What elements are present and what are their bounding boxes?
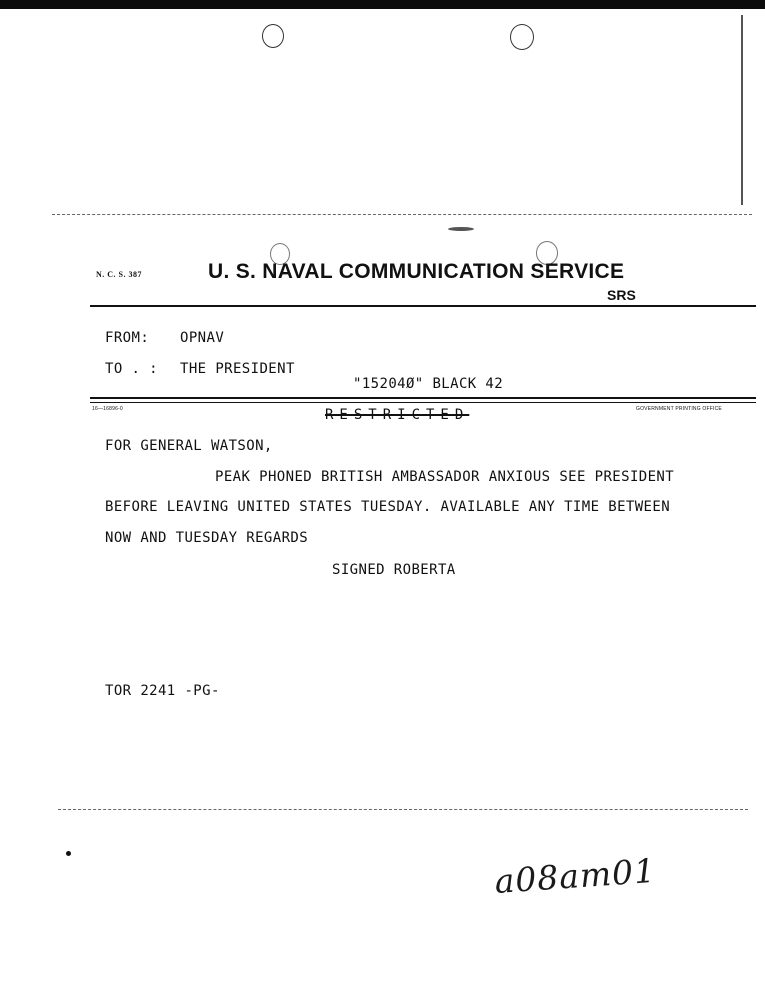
form-number: N. C. S. 387 — [96, 270, 143, 279]
punch-hole-top-right — [510, 24, 534, 50]
salutation: FOR GENERAL WATSON, — [105, 438, 273, 454]
punch-hole-top-left — [262, 24, 284, 48]
body-line-2: BEFORE LEAVING UNITED STATES TUESDAY. AVAILABLE ANY TIME BETWEEN — [105, 499, 671, 515]
scan-right-edge — [741, 15, 743, 205]
header-rule — [90, 305, 756, 307]
to-value: THE PRESIDENT — [180, 361, 295, 377]
signature: SIGNED ROBERTA — [332, 562, 456, 578]
page-title: U. S. NAVAL COMMUNICATION SERVICE — [208, 260, 625, 283]
handwritten-stamp: a08am01 — [493, 850, 658, 901]
body-line-1: PEAK PHONED BRITISH AMBASSADOR ANXIOUS SEE PRESIDENT — [215, 469, 675, 485]
scan-top-border — [0, 0, 765, 9]
print-code: 16—16896-0 — [92, 406, 123, 412]
tear-line-bottom — [58, 809, 748, 810]
classification-rule-bottom — [90, 402, 756, 403]
scan-speck — [66, 851, 71, 856]
classification-marking: RESTRICTED — [325, 407, 470, 423]
body-line-3: NOW AND TUESDAY REGARDS — [105, 530, 309, 546]
tear-line-top — [52, 214, 752, 215]
date-time-group: "15204Ø" BLACK 42 — [353, 376, 504, 392]
scan-speck — [448, 227, 474, 231]
from-value: OPNAV — [180, 330, 225, 346]
time-of-receipt: TOR 2241 -PG- — [105, 683, 220, 699]
from-label: FROM: — [105, 330, 150, 346]
classification-rule-top — [90, 397, 756, 399]
to-label: TO . : — [105, 361, 158, 377]
office-code: SRS — [607, 287, 636, 303]
printer-imprint: GOVERNMENT PRINTING OFFICE — [636, 406, 722, 412]
